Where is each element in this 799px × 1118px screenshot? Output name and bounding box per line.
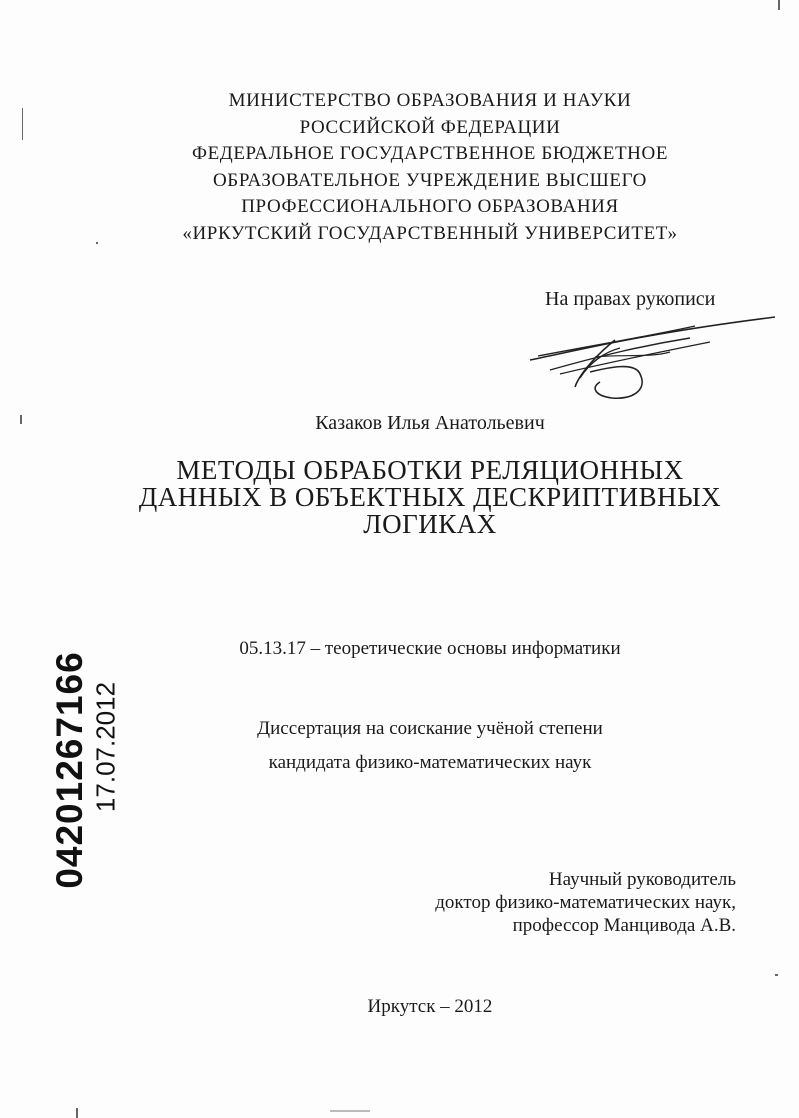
- scan-artifact: [22, 108, 23, 140]
- title-line: МЕТОДЫ ОБРАБОТКИ РЕЛЯЦИОННЫХ: [176, 455, 684, 485]
- degree-line: Диссертация на соискание учёной степени: [257, 718, 603, 739]
- ministry-line: ПРОФЕССИОНАЛЬНОГО ОБРАЗОВАНИЯ: [241, 196, 619, 217]
- scientific-supervisor: [330, 868, 736, 937]
- stamp-date: 17.07.2012: [90, 681, 121, 813]
- degree-line: кандидата физико-математических наук: [268, 752, 592, 773]
- ministry-line: МИНИСТЕРСТВО ОБРАЗОВАНИЯ И НАУКИ: [228, 90, 632, 111]
- scan-artifact: [775, 974, 778, 976]
- scan-artifact: [778, 0, 780, 10]
- degree-statement: [200, 712, 660, 780]
- ministry-line: ФЕДЕРАЛЬНОЕ ГОСУДАРСТВЕННОЕ БЮДЖЕТНОЕ: [191, 143, 669, 164]
- author-name: Казаков Илья Анатольевич: [315, 412, 545, 434]
- library-stamp: [28, 651, 121, 889]
- specialty-code: 05.13.17 – теоретические основы информатики: [239, 638, 621, 659]
- scan-artifact: [330, 1110, 370, 1112]
- stamp-number: 04201267166: [49, 651, 90, 889]
- handwritten-signature: [520, 312, 780, 407]
- supervisor-line: профессор Манцивода А.В.: [512, 915, 736, 936]
- supervisor-line: Научный руководитель: [548, 869, 736, 890]
- scan-artifact: [20, 415, 22, 424]
- ministry-line: ОБРАЗОВАТЕЛЬНОЕ УЧРЕЖДЕНИЕ ВЫСШЕГО: [212, 169, 648, 191]
- ministry-header: [100, 88, 760, 247]
- manuscript-rights-note: На правах рукописи: [545, 288, 716, 310]
- title-line: ЛОГИКАХ: [363, 509, 497, 539]
- scan-artifact: [76, 1108, 78, 1118]
- title-line: ДАННЫХ В ОБЪЕКТНЫХ ДЕСКРИПТИВНЫХ: [138, 482, 722, 512]
- scan-artifact: [96, 242, 98, 244]
- city-year: Иркутск – 2012: [367, 996, 493, 1017]
- supervisor-line: доктор физико-математических наук,: [435, 892, 736, 913]
- dissertation-title: [100, 457, 760, 538]
- ministry-line: РОССИЙСКОЙ ФЕДЕРАЦИИ: [299, 116, 561, 138]
- ministry-line: «ИРКУТСКИЙ ГОСУДАРСТВЕННЫЙ УНИВЕРСИТЕТ»: [182, 222, 678, 244]
